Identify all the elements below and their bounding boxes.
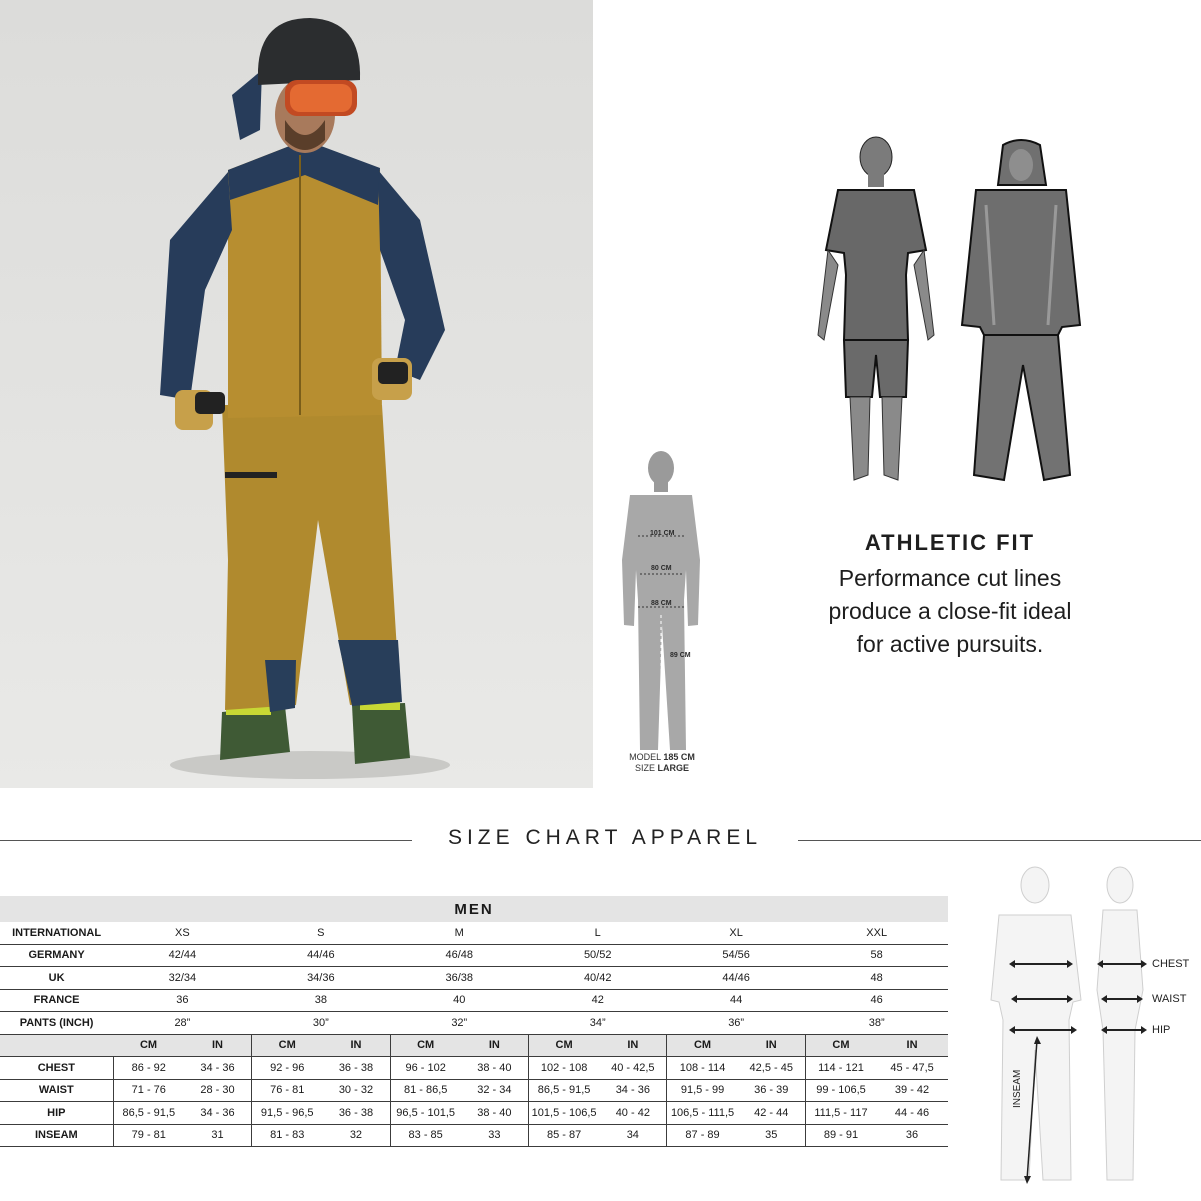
table-cell: 87 - 89	[667, 1124, 738, 1147]
size-chart-title: SIZE CHART APPAREL	[447, 826, 763, 849]
table-cell: XL	[667, 922, 805, 944]
table-cell: 91,5 - 96,5	[252, 1102, 323, 1125]
unit-header: IN	[184, 1034, 252, 1057]
model-waist-measure: 80 CM	[651, 565, 672, 572]
table-cell: 42 - 44	[738, 1102, 806, 1125]
table-cell: 36/38	[390, 967, 528, 990]
table-row	[0, 1124, 948, 1147]
table-cell: 76 - 81	[252, 1079, 323, 1102]
table-row	[0, 1012, 948, 1035]
row-header: HIP	[0, 1102, 113, 1125]
divider-right	[798, 840, 1201, 841]
row-header: WAIST	[0, 1079, 113, 1102]
table-cell: 38”	[805, 1012, 948, 1035]
table-cell: 86 - 92	[113, 1057, 184, 1080]
fit-figures	[808, 135, 1098, 495]
table-cell: 92 - 96	[252, 1057, 323, 1080]
table-cell: XXL	[805, 922, 948, 944]
side-figure	[1097, 867, 1143, 1180]
table-cell: 71 - 76	[113, 1079, 184, 1102]
table-cell: 38	[252, 989, 390, 1012]
men-header-row	[0, 896, 948, 922]
table-cell: 44/46	[667, 967, 805, 990]
table-cell: 108 - 114	[667, 1057, 738, 1080]
table-cell: 36 - 39	[738, 1079, 806, 1102]
table-row	[0, 944, 948, 967]
table-cell: 36	[876, 1124, 948, 1147]
table-row	[0, 1079, 948, 1102]
front-figure	[991, 867, 1081, 1180]
table-cell: XS	[113, 922, 251, 944]
table-cell: 44/46	[252, 944, 390, 967]
table-row	[0, 989, 948, 1012]
table-cell: 34	[599, 1124, 667, 1147]
table-cell: 30 - 32	[322, 1079, 390, 1102]
skier-illustration	[0, 0, 593, 788]
size-chart-table	[0, 896, 948, 1147]
table-cell: 40	[390, 989, 528, 1012]
units-row-blank	[0, 1034, 113, 1057]
row-header: FRANCE	[0, 989, 113, 1012]
unit-header: CM	[390, 1034, 461, 1057]
unit-header: CM	[252, 1034, 323, 1057]
table-cell: 58	[805, 944, 948, 967]
table-cell: 36 - 38	[322, 1057, 390, 1080]
table-cell: 44	[667, 989, 805, 1012]
model-inseam-measure: 89 CM	[670, 652, 691, 659]
table-cell: 99 - 106,5	[805, 1079, 876, 1102]
table-cell: 86,5 - 91,5	[528, 1079, 599, 1102]
unit-header: IN	[322, 1034, 390, 1057]
table-cell: 46/48	[390, 944, 528, 967]
table-cell: 36”	[667, 1012, 805, 1035]
table-cell: 44 - 46	[876, 1102, 948, 1125]
table-cell: 102 - 108	[528, 1057, 599, 1080]
table-cell: 85 - 87	[528, 1124, 599, 1147]
table-cell: 31	[184, 1124, 252, 1147]
table-cell: 40/42	[528, 967, 666, 990]
body-figure	[818, 137, 934, 480]
table-cell: 28”	[113, 1012, 251, 1035]
table-cell: 28 - 30	[184, 1079, 252, 1102]
fit-description: Performance cut lines produce a close-fit ideal for active pursuits.	[828, 565, 1072, 657]
table-cell: 86,5 - 91,5	[113, 1102, 184, 1125]
table-cell: 34 - 36	[599, 1079, 667, 1102]
table-cell: 81 - 83	[252, 1124, 323, 1147]
row-header: GERMANY	[0, 944, 113, 967]
model-caption: MODEL 185 CM SIZE LARGE	[629, 752, 695, 773]
table-cell: 50/52	[528, 944, 666, 967]
table-cell: 39 - 42	[876, 1079, 948, 1102]
row-header: UK	[0, 967, 113, 990]
divider-left	[0, 840, 412, 841]
table-cell: 89 - 91	[805, 1124, 876, 1147]
table-cell: 83 - 85	[390, 1124, 461, 1147]
table-cell: 96,5 - 101,5	[390, 1102, 461, 1125]
unit-header: CM	[528, 1034, 599, 1057]
diagram-inseam-label: INSEAM	[1012, 1069, 1023, 1108]
model-chest-measure: 101 CM	[650, 530, 675, 537]
row-header: INTERNATIONAL	[0, 922, 113, 944]
table-cell: 34 - 36	[184, 1102, 252, 1125]
table-row	[0, 922, 948, 944]
table-cell: 79 - 81	[113, 1124, 184, 1147]
table-cell: 42/44	[113, 944, 251, 967]
table-row	[0, 967, 948, 990]
table-cell: 101,5 - 106,5	[528, 1102, 599, 1125]
table-cell: 38 - 40	[461, 1057, 529, 1080]
table-cell: 34 - 36	[184, 1057, 252, 1080]
table-cell: 32 - 34	[461, 1079, 529, 1102]
unit-header: IN	[461, 1034, 529, 1057]
table-cell: 34”	[528, 1012, 666, 1035]
table-cell: S	[252, 922, 390, 944]
table-cell: 114 - 121	[805, 1057, 876, 1080]
diagram-chest-label: CHEST	[1152, 958, 1190, 970]
table-cell: 40 - 42	[599, 1102, 667, 1125]
table-cell: 42,5 - 45	[738, 1057, 806, 1080]
fit-title: ATHLETIC FIT	[864, 530, 1036, 555]
table-cell: 38 - 40	[461, 1102, 529, 1125]
men-header: MEN	[0, 896, 948, 922]
table-cell: 45 - 47,5	[876, 1057, 948, 1080]
table-row	[0, 1102, 948, 1125]
units-row	[0, 1034, 948, 1057]
table-cell: 30”	[252, 1012, 390, 1035]
row-header: CHEST	[0, 1057, 113, 1080]
table-cell: 36 - 38	[322, 1102, 390, 1125]
unit-header: IN	[599, 1034, 667, 1057]
table-cell: 111,5 - 117	[805, 1102, 876, 1125]
product-photo	[0, 0, 593, 788]
table-cell: 32”	[390, 1012, 528, 1035]
diagram-waist-label: WAIST	[1152, 993, 1187, 1005]
table-cell: 33	[461, 1124, 529, 1147]
table-cell: 40 - 42,5	[599, 1057, 667, 1080]
model-hip-measure: 88 CM	[651, 600, 672, 607]
table-cell: 91,5 - 99	[667, 1079, 738, 1102]
row-header: PANTS (INCH)	[0, 1012, 113, 1035]
jacket-figure	[962, 140, 1080, 480]
table-row	[0, 1057, 948, 1080]
table-cell: 54/56	[667, 944, 805, 967]
table-cell: 35	[738, 1124, 806, 1147]
diagram-hip-label: HIP	[1152, 1024, 1171, 1036]
table-cell: 32/34	[113, 967, 251, 990]
table-cell: 32	[322, 1124, 390, 1147]
table-cell: 106,5 - 111,5	[667, 1102, 738, 1125]
table-cell: 34/36	[252, 967, 390, 990]
table-cell: M	[390, 922, 528, 944]
table-cell: 46	[805, 989, 948, 1012]
table-cell: 81 - 86,5	[390, 1079, 461, 1102]
model-silhouette	[600, 450, 720, 780]
unit-header: CM	[667, 1034, 738, 1057]
unit-header: IN	[738, 1034, 806, 1057]
row-header: INSEAM	[0, 1124, 113, 1147]
table-cell: 48	[805, 967, 948, 990]
table-cell: 42	[528, 989, 666, 1012]
unit-header: IN	[876, 1034, 948, 1057]
table-cell: 36	[113, 989, 251, 1012]
table-cell: L	[528, 922, 666, 944]
table-cell: 96 - 102	[390, 1057, 461, 1080]
unit-header: CM	[113, 1034, 184, 1057]
unit-header: CM	[805, 1034, 876, 1057]
